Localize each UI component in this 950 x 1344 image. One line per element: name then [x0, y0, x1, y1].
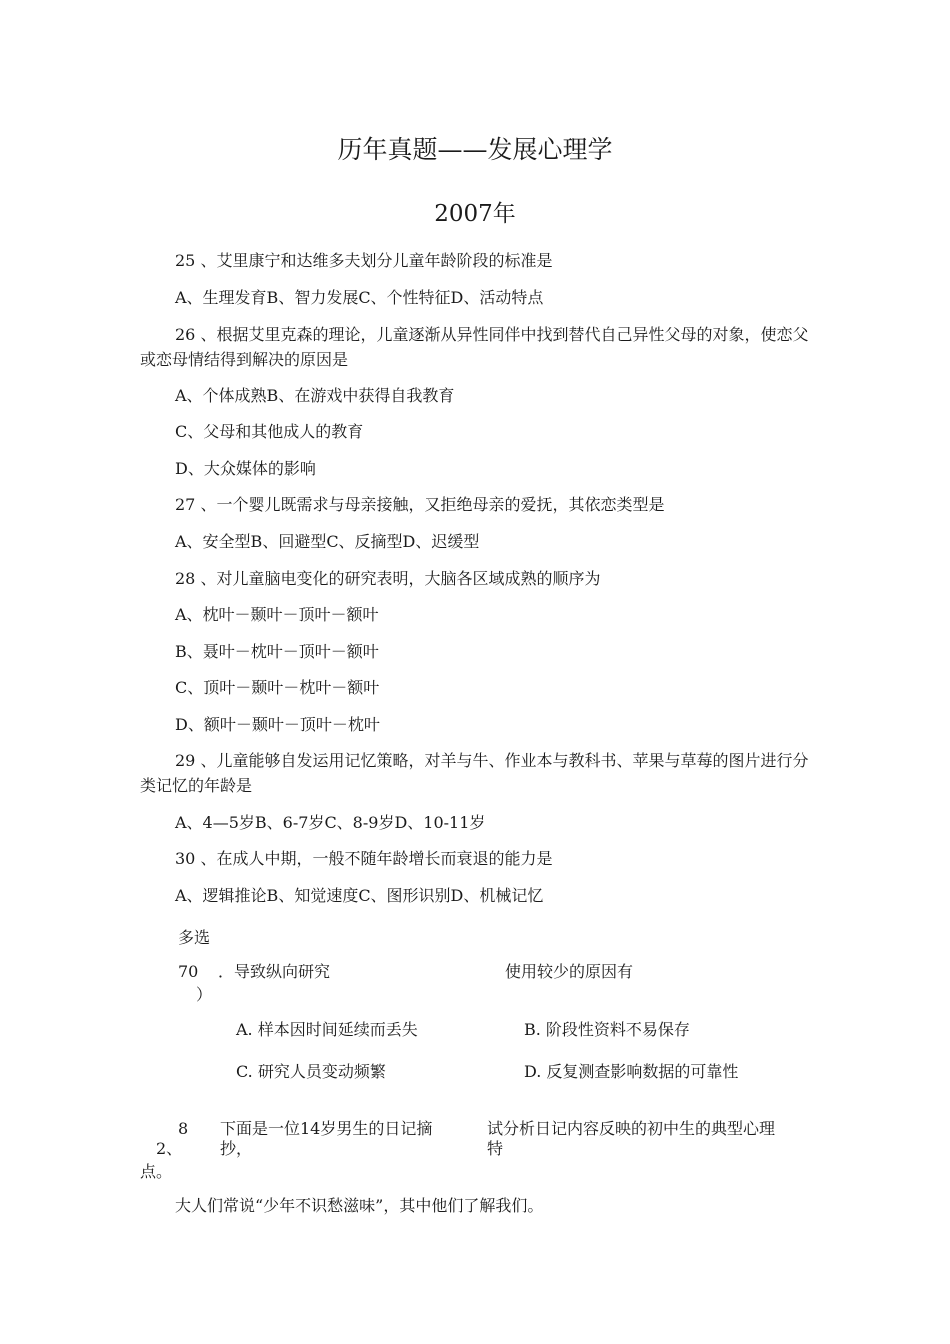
multi-choice-heading: 多选	[178, 928, 211, 947]
question-70-paren: ）	[196, 985, 213, 1004]
year-heading: 2007年	[434, 201, 516, 227]
question-70-stem-left: ．导致纵向研究	[218, 962, 331, 981]
question-26-option-c: C、父母和其他成人的教育	[175, 422, 364, 441]
question-70-option-a: A. 样本因时间延续而丢失	[236, 1020, 418, 1039]
question-27-stem: 27 、一个婴儿既需求与母亲接触，又拒绝母亲的爱抚，其依恋类型是	[175, 495, 665, 514]
question-82-text-right-1: 试分析日记内容反映的初中生的典型心理	[487, 1119, 776, 1138]
question-29-stem: 29 、儿童能够自发运用记忆策略，对羊与牛、作业本与教科书、苹果与草莓的图片进行分类记忆的年龄是	[140, 751, 809, 795]
question-70-option-d: D. 反复测查影响数据的可靠性	[524, 1062, 739, 1081]
page-title: 历年真题——发展心理学	[337, 135, 613, 164]
question-82-text-right-2: 特	[487, 1139, 504, 1158]
question-82-text-left-2: 抄，	[220, 1139, 253, 1158]
question-82-text-left-1: 下面是一位14岁男生的日记摘	[220, 1119, 433, 1138]
question-28-option-b: B、聂叶－枕叶－顶叶－额叶	[175, 642, 379, 661]
question-70-number: 70	[178, 962, 199, 981]
question-26-option-d: D、大众媒体的影响	[175, 459, 316, 478]
question-25-options: A、生理发育B、智力发展C、个性特征D、活动特点	[175, 288, 544, 307]
question-28-option-a: A、枕叶－颞叶－顶叶－额叶	[175, 605, 379, 624]
question-30-options: A、逻辑推论B、知觉速度C、图形识别D、机械记忆	[175, 886, 544, 905]
question-70-option-c: C. 研究人员变动频繁	[236, 1062, 386, 1081]
question-27-options: A、安全型B、回避型C、反摘型D、迟缓型	[175, 532, 480, 551]
question-28-option-d: D、额叶－颞叶－顶叶－枕叶	[175, 715, 380, 734]
question-82-number-top: 8	[178, 1119, 189, 1138]
question-82-tail: 点。	[140, 1162, 173, 1181]
question-29-options: A、4—5岁B、6-7岁C、8-9岁D、10-11岁	[175, 813, 486, 832]
question-82-number-bottom: 2、	[156, 1139, 183, 1158]
question-28-option-c: C、顶叶－颞叶－枕叶－额叶	[175, 678, 380, 697]
question-26-option-ab: A、个体成熟B、在游戏中获得自我教育	[175, 386, 455, 405]
question-26-stem: 26 、根据艾里克森的理论，儿童逐渐从异性同伴中找到替代自己异性父母的对象，使恋父或恋母情结得到解决的原因是	[140, 325, 809, 369]
question-70-stem-right: 使用较少的原因有	[505, 962, 634, 981]
question-28-stem: 28 、对儿童脑电变化的研究表明，大脑各区域成熟的顺序为	[175, 569, 601, 588]
question-25-stem: 25 、艾里康宁和达维多夫划分儿童年龄阶段的标准是	[175, 251, 553, 270]
question-70-option-b: B. 阶段性资料不易保存	[524, 1020, 690, 1039]
diary-quote-line: 大人们常说“少年不识愁滋味”，其中他们了解我们。	[175, 1196, 544, 1215]
question-30-stem: 30 、在成人中期，一般不随年龄增长而衰退的能力是	[175, 849, 553, 868]
